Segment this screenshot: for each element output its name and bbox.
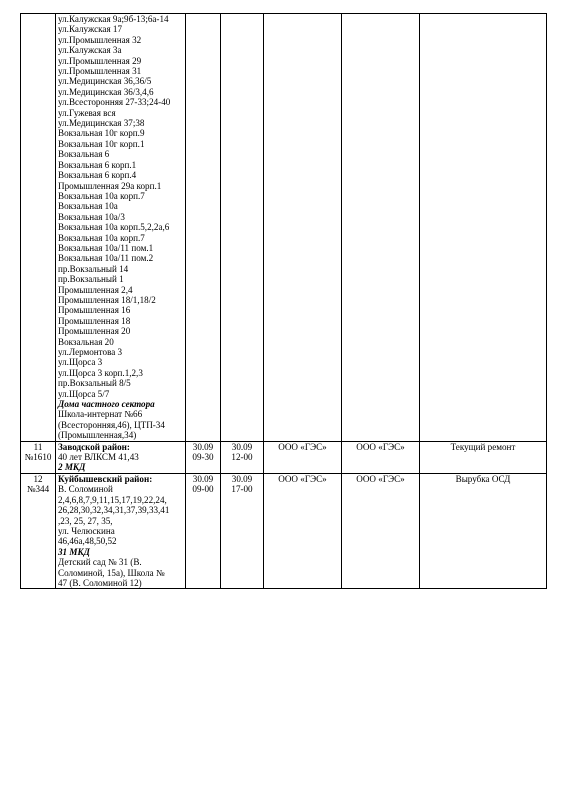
address-line: ул. Челюскина: [58, 525, 115, 536]
address-line: ул.Медицинская 37;38: [58, 118, 145, 129]
organization-executor: ООО «ГЭС»: [356, 473, 405, 484]
cell-number: [21, 14, 56, 442]
outage-table: [20, 13, 547, 589]
cell-end: [221, 441, 264, 473]
cell-reason: [420, 473, 547, 588]
address-line: Промышленная 2,4: [58, 284, 133, 295]
address-line: ул.Лермонтова 3: [58, 347, 123, 357]
address-line: Промышленная 29а корп.1: [58, 180, 162, 191]
cell-reason: [420, 441, 547, 473]
district-name: Куйбышевский район:: [58, 473, 153, 484]
address-line: Вокзальная 10а/11 пом.1: [58, 242, 154, 253]
private-sector-label: Дома частного сектора: [58, 399, 155, 410]
address-line: ул.Щорса 3: [58, 357, 103, 368]
social-object-line: Детский сад № 31 (В.: [58, 557, 142, 568]
address-line: ул.Калужская 9а;9б-13;6а-14: [58, 14, 169, 24]
address-line: ул.Промышленная 29: [58, 55, 142, 66]
social-object-line: 47 (В. Соломиной 12): [58, 577, 142, 588]
cell-start: [186, 473, 221, 588]
address-line: ул.Медицинская 36,36/5: [58, 76, 152, 87]
start-time: 09-00: [192, 484, 214, 495]
cell-start: [186, 441, 221, 473]
cell-addresses: [56, 14, 186, 442]
address-line: ул.Промышленная 31: [58, 66, 142, 77]
address-line: пр.Вокзальный 14: [58, 263, 129, 274]
address-line: ул.Гужевая вся: [58, 107, 116, 118]
mkd-count: 2 МКД: [58, 462, 86, 473]
organization-executor: ООО «ГЭС»: [356, 441, 405, 452]
address-line: Вокзальная 20: [58, 336, 114, 347]
row-reference: №344: [26, 484, 50, 495]
address-line: Вокзальная 10а корп.7: [58, 190, 145, 201]
address-line: ул.Медицинская 36/3,4,6: [58, 86, 154, 97]
address-line: В. Соломиной: [58, 484, 113, 495]
address-line: Промышленная 18: [58, 315, 131, 326]
cell-org1: [264, 441, 342, 473]
address-line: 40 лет ВЛКСМ 41,43: [58, 452, 139, 463]
social-object-line: (Всесторонняя,46), ЦТП-34: [58, 419, 165, 430]
cell-addresses: [56, 473, 186, 588]
cell-reason: [420, 14, 547, 442]
row-number: 11: [33, 441, 43, 452]
address-line: Вокзальная 10г корп.9: [58, 128, 145, 139]
address-line: ул.Щорса 3 корп.1,2,3: [58, 367, 143, 378]
address-line: ул.Калужская 3а: [58, 45, 122, 56]
cell-org2: [342, 441, 420, 473]
address-list: [58, 452, 183, 462]
address-line: Вокзальная 10а корп.7: [58, 232, 145, 243]
address-line: Вокзальная 6 корп.4: [58, 170, 137, 181]
mkd-count: 31 МКД: [58, 546, 90, 557]
address-line: 26,28,30,32,34,31,37,39,33,41: [58, 505, 170, 516]
table-row-continuation: [21, 14, 547, 442]
outage-reason: Вырубка ОСД: [455, 473, 511, 484]
address-line: Промышленная 18/1,18/2: [58, 294, 156, 305]
cell-end: [221, 473, 264, 588]
address-line: Вокзальная 10г корп.1: [58, 138, 145, 149]
row-reference: №1610: [24, 452, 52, 463]
organization-owner: ООО «ГЭС»: [278, 473, 327, 484]
address-line: Вокзальная 10а: [58, 201, 118, 212]
cell-start: [186, 14, 221, 442]
address-line: ,23, 25, 27, 35,: [58, 515, 113, 526]
cell-addresses: [56, 441, 186, 473]
address-line: Вокзальная 10а/11 пом.2: [58, 253, 154, 264]
social-object-line: Школа-интернат №66: [58, 409, 143, 420]
address-line: пр.Вокзальный 8/5: [58, 378, 131, 389]
address-line: ул.Калужская 17: [58, 24, 123, 35]
outage-reason: Текущий ремонт: [450, 441, 516, 452]
address-line: 46,46а,48,50,52: [58, 536, 117, 547]
address-line: Вокзальная 6: [58, 149, 110, 160]
address-line: пр.Вокзальный 1: [58, 274, 124, 285]
social-object-line: Соломиной, 15а), Школа №: [58, 567, 165, 578]
organization-owner: ООО «ГЭС»: [278, 441, 327, 452]
address-line: Промышленная 16: [58, 305, 131, 316]
cell-org2: [342, 14, 420, 442]
table-row: [21, 441, 547, 473]
start-date: 30.09: [192, 473, 214, 484]
social-object-line: (Промышленная,34): [58, 430, 137, 441]
social-objects: [58, 409, 183, 440]
address-line: Вокзальная 10а/3: [58, 211, 125, 222]
row-number: 12: [33, 473, 43, 484]
cell-number: [21, 441, 56, 473]
social-objects: [58, 557, 183, 588]
cell-org1: [264, 14, 342, 442]
cell-number: [21, 473, 56, 588]
table-row: [21, 473, 547, 588]
district-name: Заводской район:: [58, 441, 130, 452]
end-time: 12-00: [231, 452, 253, 463]
address-line: Вокзальная 10а корп.5,2,2а,6: [58, 222, 170, 233]
address-line: Промышленная 20: [58, 326, 131, 337]
end-date: 30.09: [231, 441, 253, 452]
address-line: Вокзальная 6 корп.1: [58, 159, 137, 170]
address-line: ул.Всесторонняя 27-33;24-40: [58, 97, 171, 108]
end-date: 30.09: [231, 473, 253, 484]
address-line: ул.Промышленная 32: [58, 34, 142, 45]
end-time: 17-00: [231, 484, 253, 495]
address-list: [58, 14, 183, 399]
start-date: 30.09: [192, 441, 214, 452]
cell-end: [221, 14, 264, 442]
address-line: 2,4,6,8,7,9,11,15,17,19,22,24,: [58, 494, 167, 505]
start-time: 09-30: [192, 452, 214, 463]
cell-org1: [264, 473, 342, 588]
address-list: [58, 484, 183, 546]
cell-org2: [342, 473, 420, 588]
address-line: ул.Щорса 5/7: [58, 388, 110, 399]
